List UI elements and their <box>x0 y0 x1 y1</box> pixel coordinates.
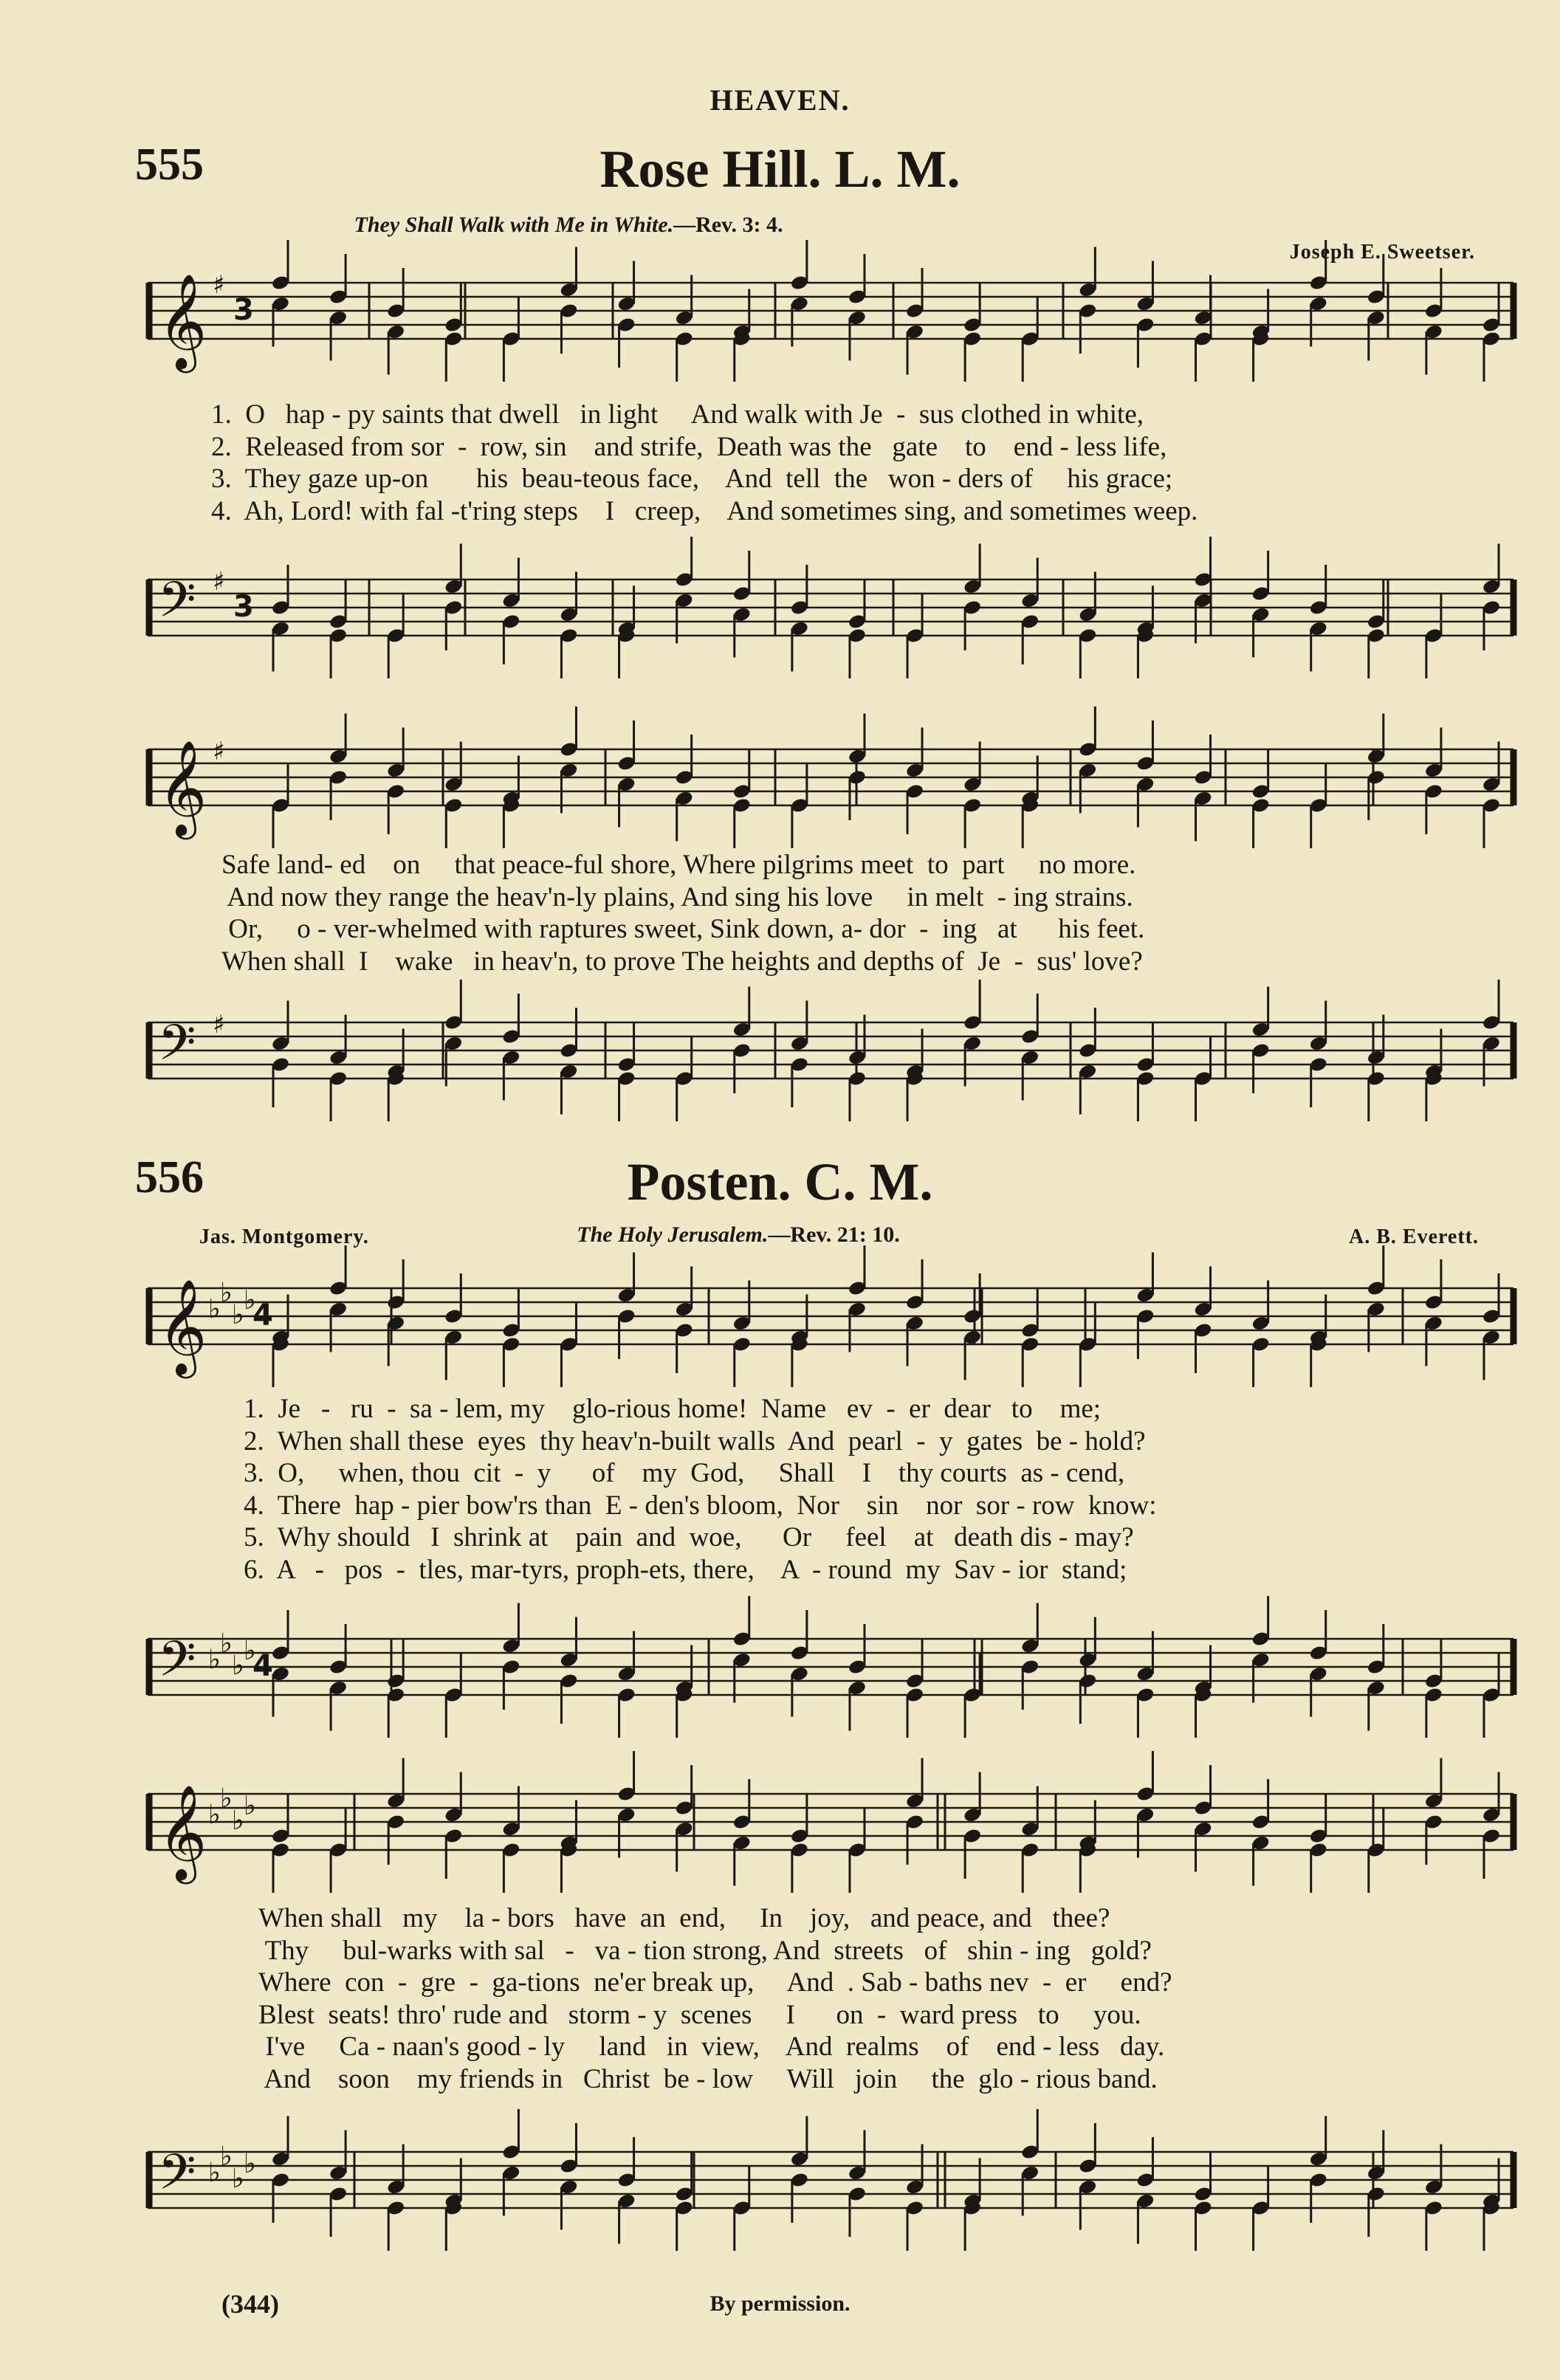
flat-icon: ♭ <box>208 2158 221 2188</box>
time-signature: 4 <box>252 1649 273 1683</box>
bass-clef-icon: 𝄢 <box>158 2144 196 2212</box>
lyric-line: Or, o - ver-whelmed with raptures sweet, Sink down, a- dor - ing at his feet. <box>221 914 1145 944</box>
hymn-title: Posten. C. M. <box>627 1152 933 1211</box>
flat-icon: ♭ <box>232 1651 244 1681</box>
sharp-icon: ♯ <box>213 1010 225 1039</box>
flat-icon: ♭ <box>208 1800 221 1830</box>
flat-icon: ♭ <box>244 1285 256 1315</box>
lyric-line: Where con - gre - ga-tions ne'er break up, And . Sab - baths nev - er end? <box>258 1967 1172 1998</box>
flat-icon: ♭ <box>208 1645 221 1675</box>
flat-icon: ♭ <box>220 1628 233 1659</box>
treble-clef-icon: 𝄞 <box>158 1784 207 1880</box>
flat-icon: ♭ <box>232 1300 244 1330</box>
hymn-subtitle <box>170 1222 1307 1248</box>
lyric-line: 6. A - pos - tles, mar-tyrs, proph-ets, there, A - round my Sav - ior stand; <box>244 1554 1127 1585</box>
page-number: (344) <box>221 2289 279 2319</box>
stanza-lines-lower <box>258 1902 1172 2095</box>
lyric-line: I've Ca - naan's good - ly land in view, And realms of end - less day. <box>258 2032 1165 2062</box>
staff-treble-3 <box>148 1277 1521 1375</box>
sharp-icon: ♯ <box>213 737 225 766</box>
flat-icon: ♭ <box>244 1636 256 1666</box>
staff-bass-4 <box>148 2141 1521 2229</box>
section-heading: HEAVEN. <box>709 83 851 117</box>
composer-credit: A. B. Everett. <box>1349 1225 1479 1248</box>
lyric-line: 3. O, when, thou cit - y of my God, Shall I thy courts as - cend, <box>244 1458 1125 1488</box>
time-signature: 3 <box>233 590 254 624</box>
bass-clef-icon: 𝄢 <box>158 1631 196 1699</box>
lyric-line: And now they range the heav'n-ly plains, And sing his love in melt - ing strains. <box>221 881 1133 912</box>
composer-credit: Joseph E. Sweetser. <box>1289 241 1475 264</box>
lyric-line: 5. Why should I shrink at pain and woe, Or feel at death dis - may? <box>244 1522 1134 1552</box>
bass-clef-icon: 𝄢 <box>158 571 196 640</box>
treble-clef-icon: 𝄞 <box>158 740 207 836</box>
time-signature: 4 <box>252 1299 273 1332</box>
flat-icon: ♭ <box>208 1294 221 1324</box>
lyric-line: Safe land- ed on that peace-ful shore, Where pilgrims meet to part no more. <box>221 850 1136 880</box>
sharp-icon: ♯ <box>213 270 225 300</box>
lyric-line: 4. Ah, Lord! with fal -t'ring steps I creep, And sometimes sing, and sometimes weep. <box>211 495 1198 526</box>
hymn-number: 556 <box>135 1152 204 1203</box>
staff-bass-2 <box>148 1011 1521 1100</box>
lyric-line: 2. Released from sor - row, sin and strife, Death was the gate to end - less life, <box>211 431 1167 462</box>
lyric-line: 2. When shall these eyes thy heav'n-built walls And pearl - y gates be - hold? <box>244 1425 1146 1456</box>
subtitle-text: The Holy Jerusalem. <box>577 1222 769 1247</box>
flat-icon: ♭ <box>220 2142 233 2172</box>
stanza-lines-upper <box>211 399 1198 527</box>
lyric-line: Blest seats! thro' rude and storm - y scenes I on - ward press to you. <box>258 1999 1141 2030</box>
flat-icon: ♭ <box>232 1806 244 1836</box>
lyric-line: 1. O hap - py saints that dwell in light And walk with Je - sus clothed in white, <box>211 399 1144 430</box>
time-signature: 3 <box>233 293 254 327</box>
scripture-reference: —Rev. 3: 4. <box>673 213 783 237</box>
stanza-lines-lower <box>221 849 1144 977</box>
stanza-lines-upper <box>244 1393 1157 1586</box>
hymn-subtitle <box>0 213 1137 238</box>
permission-note: By permission. <box>709 2291 851 2316</box>
staff-treble-1 <box>148 270 1521 369</box>
hymn-title: Rose Hill. L. M. <box>599 140 961 199</box>
lyric-line: When shall I wake in heav'n, to prove The heights and depths of Je - sus' love? <box>221 946 1143 977</box>
subtitle-text: They Shall Walk with Me in White. <box>354 213 674 237</box>
bass-clef-icon: 𝄢 <box>158 1014 196 1083</box>
flat-icon: ♭ <box>244 2149 256 2179</box>
staff-bass-3 <box>148 1628 1521 1716</box>
lyric-line: 4. There hap - pier bow'rs than E - den's bloom, Nor sin nor sor - row know: <box>244 1490 1157 1521</box>
lyric-line: 3. They gaze up-on his beau-teous face, And tell the won - ders of his grace; <box>211 464 1173 494</box>
lyric-line: Thy bul-warks with sal - va - tion strong, And streets of shin - ing gold? <box>258 1935 1152 1966</box>
staff-treble-4 <box>148 1783 1521 1880</box>
flat-icon: ♭ <box>232 2164 244 2194</box>
hymn-number: 555 <box>135 140 204 190</box>
flat-icon: ♭ <box>244 1791 256 1821</box>
lyric-line: 1. Je - ru - sa - lem, my glo-rious home! Name ev - er dear to me; <box>244 1394 1102 1424</box>
staff-bass-1 <box>148 568 1521 657</box>
staff-treble-2 <box>148 737 1521 836</box>
lyric-line: And soon my friends in Christ be - low Will join the glo - rious band. <box>258 2063 1158 2094</box>
scripture-reference: —Rev. 21: 10. <box>768 1222 900 1247</box>
author-credit: Jas. Montgomery. <box>199 1225 369 1248</box>
sharp-icon: ♯ <box>213 567 225 596</box>
flat-icon: ♭ <box>220 1278 233 1308</box>
flat-icon: ♭ <box>220 1784 233 1814</box>
treble-clef-icon: 𝄞 <box>158 273 207 369</box>
treble-clef-icon: 𝄞 <box>158 1279 207 1375</box>
lyric-line: When shall my la - bors have an end, In joy, and peace, and thee? <box>258 1903 1110 1933</box>
